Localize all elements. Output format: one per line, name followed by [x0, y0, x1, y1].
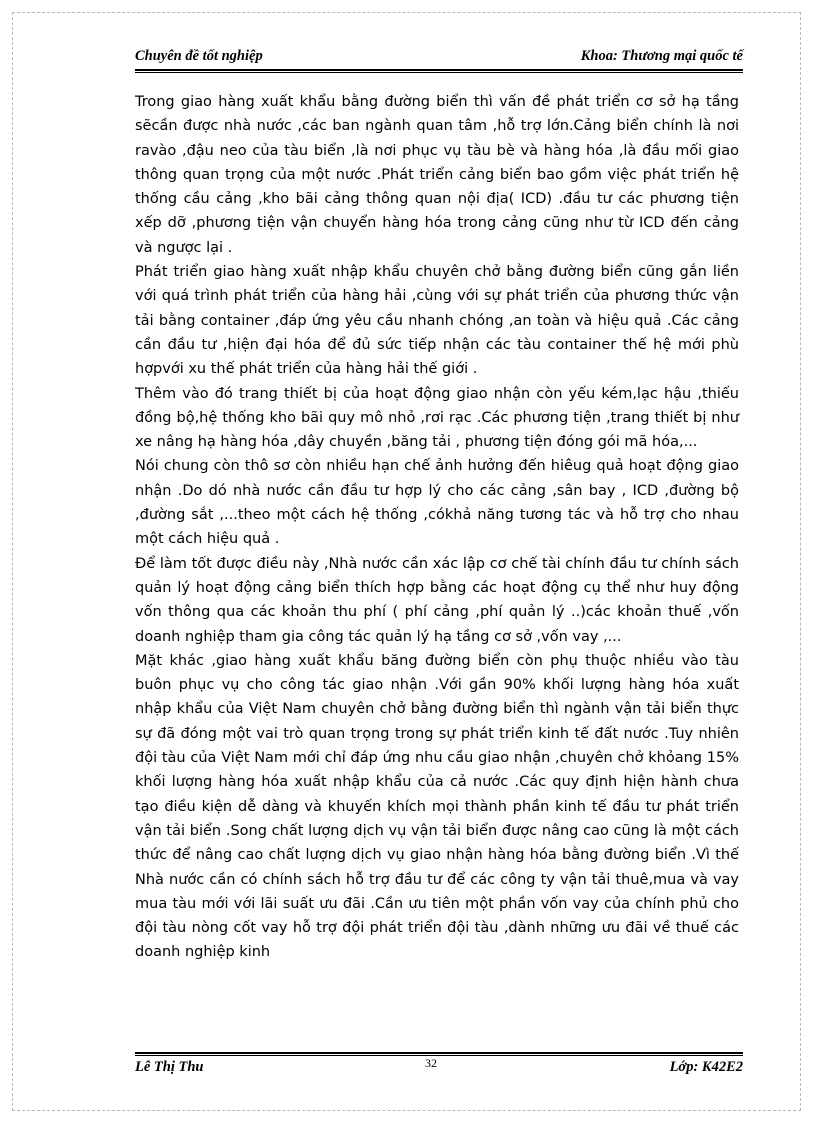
- header-rule: [135, 69, 743, 73]
- paragraph: Trong giao hàng xuất khẩu bằng đường biển thì vấn đề phát triển cơ sở hạ tầng sẽcần được nhà nước ,các ban ngành quan tâm ,hỗ trợ lớn.Cảng biển chính là nơi ravào ,đậu neo của tàu biển ,là nơi phục vụ tàu bè và hàng hóa ,là đầu mối giao thông quan trọng của một nước .Phát triển cảng biển bao gồm việc phát triển hệ thống cầu cảng ,kho bãi cảng thông quan nội địa( ICD) .đầu tư các phương tiện xếp dỡ ,phương tiện vận chuyển hàng hóa trong cảng cũng như từ ICD đến cảng và ngược lại .: [135, 94, 739, 256]
- header-thesis-title: Chuyên đề tốt nghiệp: [135, 48, 263, 64]
- page-footer: [135, 1056, 743, 1080]
- paragraph: Nói chung còn thô sơ còn nhiều hạn chế ảnh hưởng đến hiêug quả hoạt động giao nhận .Do dó nhà nước cần đầu tư hợp lý cho các cảng ,sân bay , ICD ,đường bộ ,đường sắt ,...theo một cách hệ thống ,cókhả năng tương tác và hỗ trợ cho nhau một cách hiệu quả .: [135, 458, 739, 548]
- paragraph: Phát triển giao hàng xuất nhập khẩu chuyên chở bằng đường biển cũng gắn liền với quá trình phát triển của hàng hải ,cùng với sự phát triển của phương thức vận tải bằng container ,đáp ứng yêu cầu nhanh chóng ,an toàn và hiệu quả .Các cảng cần đầu tư ,hiện đại hóa để đủ sức tiếp nhận các tàu container thế hệ mới phù hợpvới xu thế phát triển của hàng hải thế giới .: [135, 264, 739, 378]
- footer-author: Lê Thị Thu: [135, 1059, 204, 1075]
- footer-class: Lớp: K42E2: [669, 1059, 743, 1075]
- body-text: [135, 90, 739, 965]
- header-faculty: Khoa: Thương mại quốc tế: [580, 48, 743, 64]
- page-number: 32: [425, 1056, 437, 1070]
- paragraph: Để làm tốt được điều này ,Nhà nước cần xác lập cơ chế tài chính đầu tư chính sách quản lý hoạt động cảng biển thích hợp bằng các hoạt động cụ thể như huy động vốn thông qua các khoản thu phí ( phí cảng ,phí quản lý ..)các khoản thuế ,vốn doanh nghiệp tham gia công tác quản lý hạ tầng cơ sở ,vốn vay ,...: [135, 555, 739, 645]
- paragraph: Thêm vào đó trang thiết bị của hoạt động giao nhận còn yếu kém,lạc hậu ,thiếu đồng bộ,hệ thống kho bãi quy mô nhỏ ,rơi rạc .Các phương tiện ,trang thiết bị như xe nâng hạ hàng hóa ,dây chuyền ,băng tải , phương tiện đóng gói mã hóa,...: [135, 385, 739, 451]
- paragraph: Mặt khác ,giao hàng xuất khẩu băng đường biển còn phụ thuộc nhiều vào tàu buôn phục vụ cho công tác giao nhận .Với gần 90% khối lượng hàng hóa xuất nhập khẩu của Việt Nam chuyên chở bằng đường biển thì ngành vận tải biển thực sự đã đóng một vai trò quan trọng trong sự phát triển kinh tế đất nước .Tuy nhiên đội tàu của Việt Nam mới chỉ đáp ứng nhu cầu giao nhận ,chuyên chở khỏang 15% khối lượng hàng hóa xuất nhập khẩu của cả nước .Các quy định hiện hành chưa tạo điều kiện dễ dàng và khuyến khích mọi thành phần kinh tế đầu tư phát triển vận tải biển .Song chất lượng dịch vụ vận tải biển được nâng cao cũng là một cách thức để nâng cao chất lượng dịch vụ giao nhận hàng hóa bằng đường biển .Vì thế Nhà nước cần có chính sách hỗ trợ đầu tư để các công ty vận tải thuê,mua và vay mua tàu mới với lãi suất ưu đãi .Cần ưu tiên một phần vốn vay của chính phủ cho đội tàu nòng cốt vay hỗ trợ đội phát triển đội tàu ,dành những ưu đãi về thuế các doanh nghiệp kinh: [135, 652, 739, 961]
- page-header: [135, 48, 743, 70]
